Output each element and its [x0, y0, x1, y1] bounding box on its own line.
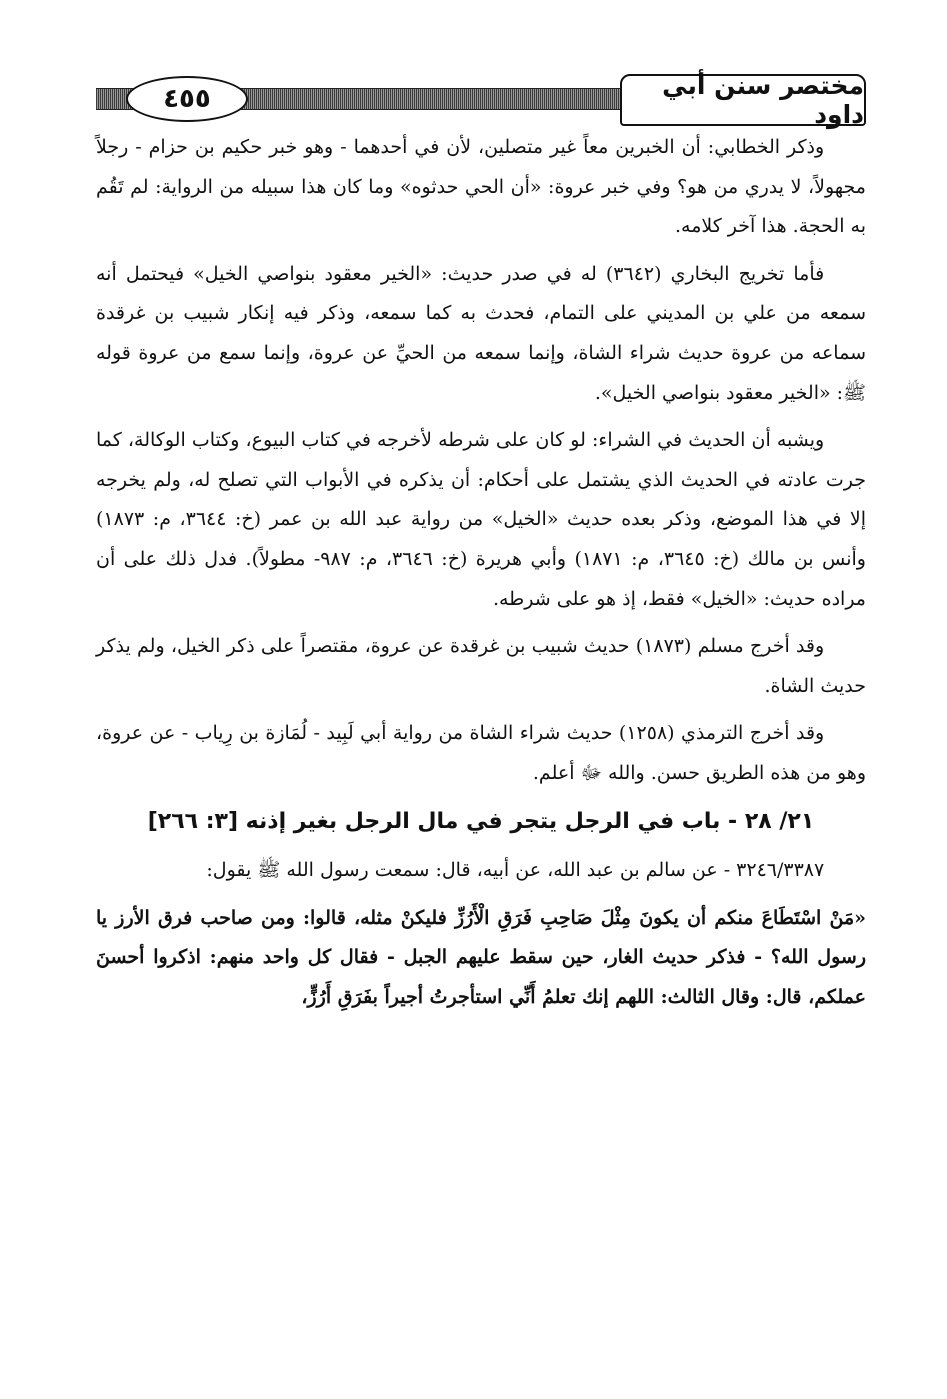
- book-title: مختصر سنن أبي داود: [620, 74, 866, 126]
- paragraph-khattabi: وذكر الخطابي: أن الخبرين معاً غير متصلين، لأن في أحدهما - وهو خبر حكيم بن حزام - رجلاً مجهولاً، لا يدري من هو؟ وفي خبر عروة: «أن الحي حدثوه» وما كان هذا سبيله من الرواية: لم تَقُم به الحجة. هذا آخر كلامه.: [96, 136, 866, 238]
- paragraph-tirmidhi: وقد أخرج الترمذي (١٢٥٨) حديث شراء الشاة من رواية أبي لَبِيد - لُمَازة بن رِياب - عن عروة، وهو من هذه الطريق حسن. والله ﷻ أعلم.: [96, 722, 866, 784]
- chapter-heading: ٢١/ ٢٨ - باب في الرجل يتجر في مال الرجل بغير إذنه [٣: ٢٦٦]: [147, 808, 815, 834]
- hadith-text: «مَنْ اسْتَطَاعَ منكم أن يكونَ مِثْلَ صَاحِبِ فَرَقِ الْأَرُزِّ فليكنْ مثله، قالوا: ومن صاحب فرق الأرز يا رسول الله؟ - فذكر حديث الغار، حين سقط عليهم الجبل - فقال كل واحد منهم: اذكروا أحسنَ عملكم، قال: وقال الثالث: اللهم إنك تعلمُ أَنِّي استأجرتُ أجيراً بفَرَقِ أَرُزٍّ،: [96, 906, 866, 1008]
- page-number: ٤٥٥: [126, 76, 248, 122]
- hadith-intro: ٣٢٤٦/٣٣٨٧ - عن سالم بن عبد الله، عن أبيه، قال: سمعت رسول الله ﷺ يقول:: [206, 859, 825, 882]
- paragraph-muslim: وقد أخرج مسلم (١٨٧٣) حديث شبيب بن غرقدة عن عروة، مقتصراً على ذكر الخيل، ولم يذكر حديث الشاة.: [96, 635, 866, 697]
- paragraph-buyu: ويشبه أن الحديث في الشراء: لو كان على شرطه لأخرجه في كتاب البيوع، وكتاب الوكالة، كما جرت عادته في الحديث الذي يشتمل على أحكام: أن يذكره في الأبواب التي تصلح له، ولم يخرجه إلا في هذا الموضع، وذكر بعده حديث «الخيل» من رواية عبد الله بن عمر (خ: ٣٦٤٤، م: ١٨٧٣) وأنس بن مالك (خ: ٣٦٤٥، م: ١٨٧١) وأبي هريرة (خ: ٣٦٤٦، م: ٩٨٧- مطولاً). فدل ذلك على أن مراده حديث: «الخيل» فقط، إذ هو على شرطه.: [96, 429, 866, 610]
- paragraph-bukhari: فأما تخريج البخاري (٣٦٤٢) له في صدر حديث: «الخير معقود بنواصي الخيل» فيحتمل أنه سمعه من علي بن المديني على التمام، فحدث به كما سمعه، وذكر فيه إنكار شبيب بن غرقدة سماعه من عروة حديث شراء الشاة، وإنما سمعه من الحيِّ عن عروة، وإنما سمع من عروة قوله ﷺ: «الخير معقود بنواصي الخيل».: [96, 262, 866, 404]
- page-body: [96, 128, 866, 1025]
- page-header: [96, 71, 866, 129]
